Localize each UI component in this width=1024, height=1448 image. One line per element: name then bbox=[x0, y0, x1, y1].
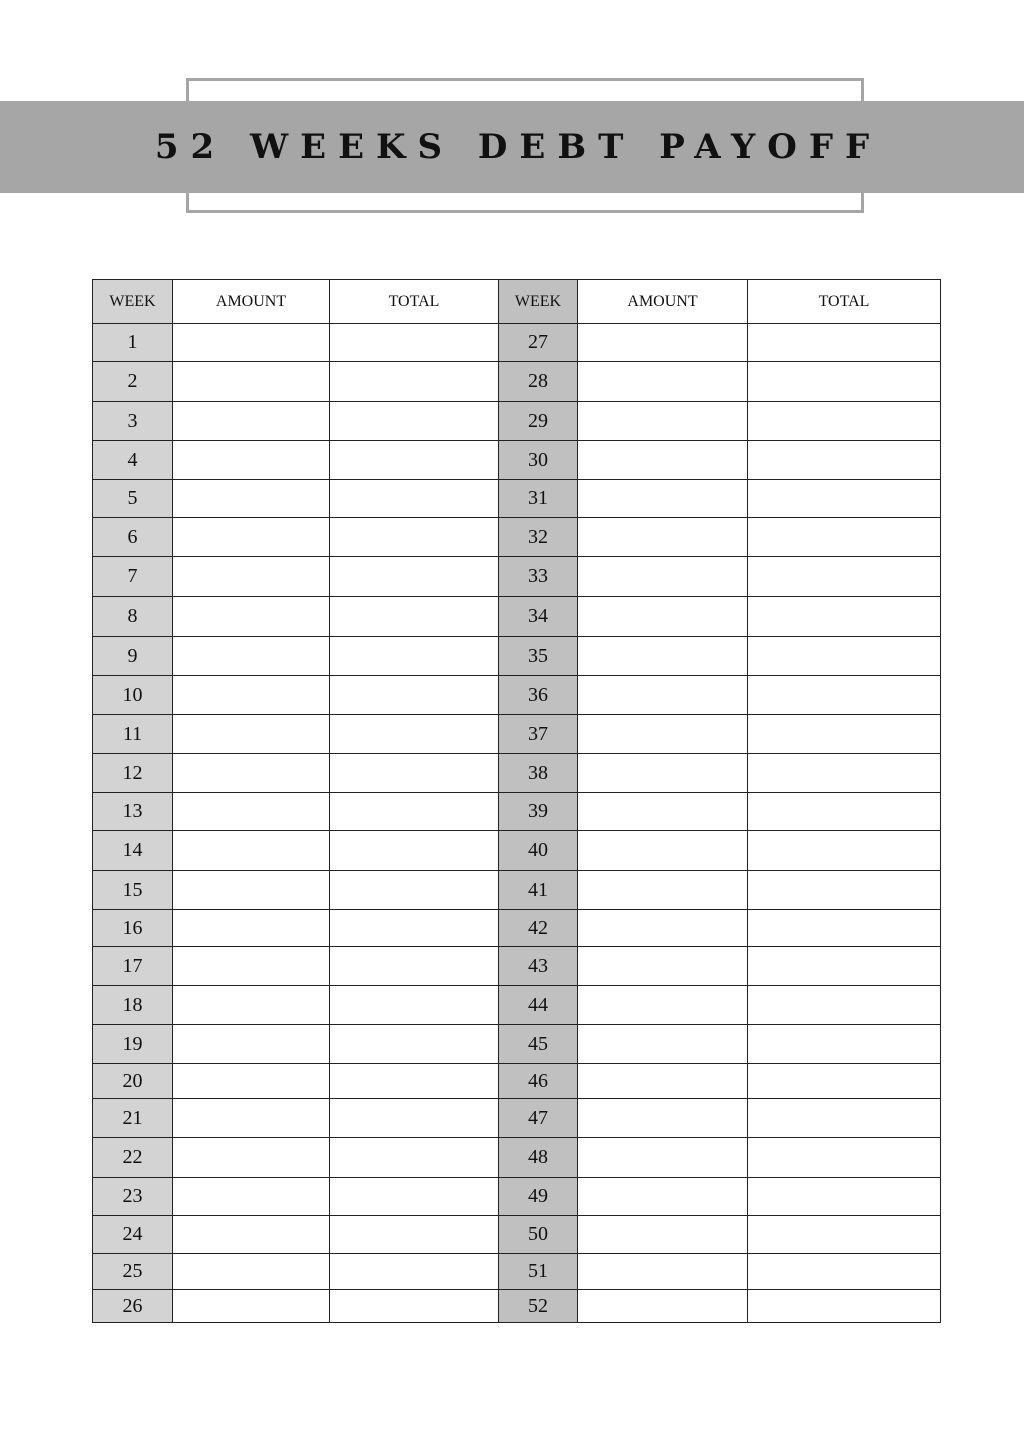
total-cell[interactable] bbox=[329, 361, 499, 402]
amount-input[interactable] bbox=[173, 1215, 329, 1254]
total-input[interactable] bbox=[748, 946, 940, 986]
week-number: 49 bbox=[498, 1177, 578, 1216]
amount-cell[interactable] bbox=[577, 753, 748, 793]
total-input[interactable] bbox=[748, 1024, 940, 1064]
total-input[interactable] bbox=[330, 440, 498, 480]
amount-input[interactable] bbox=[173, 1137, 329, 1178]
amount-cell[interactable] bbox=[172, 792, 330, 831]
total-cell[interactable] bbox=[747, 596, 941, 637]
amount-cell[interactable] bbox=[172, 596, 330, 637]
total-cell[interactable] bbox=[747, 517, 941, 557]
week-number: 13 bbox=[92, 792, 173, 831]
week-number: 42 bbox=[498, 909, 578, 947]
total-input[interactable] bbox=[748, 1215, 940, 1254]
amount-cell[interactable] bbox=[577, 1098, 748, 1138]
amount-input[interactable] bbox=[578, 1289, 747, 1323]
total-input[interactable] bbox=[748, 830, 940, 871]
amount-input[interactable] bbox=[173, 361, 329, 402]
header-total-right: TOTAL bbox=[747, 279, 941, 324]
total-cell[interactable] bbox=[329, 985, 499, 1025]
week-number: 3 bbox=[92, 401, 173, 441]
total-cell[interactable] bbox=[747, 1177, 941, 1216]
amount-input[interactable] bbox=[578, 401, 747, 441]
week-number: 51 bbox=[498, 1253, 578, 1290]
week-number: 34 bbox=[498, 596, 578, 637]
amount-cell[interactable] bbox=[577, 401, 748, 441]
amount-input[interactable] bbox=[578, 909, 747, 947]
amount-cell[interactable] bbox=[577, 946, 748, 986]
amount-input[interactable] bbox=[578, 636, 747, 676]
total-cell[interactable] bbox=[329, 440, 499, 480]
total-input[interactable] bbox=[748, 517, 940, 557]
week-number: 32 bbox=[498, 517, 578, 557]
total-cell[interactable] bbox=[329, 675, 499, 715]
amount-input[interactable] bbox=[578, 361, 747, 402]
total-input[interactable] bbox=[330, 479, 498, 518]
amount-cell[interactable] bbox=[172, 556, 330, 597]
amount-cell[interactable] bbox=[577, 1215, 748, 1254]
amount-input[interactable] bbox=[173, 870, 329, 910]
amount-cell[interactable] bbox=[172, 1215, 330, 1254]
amount-input[interactable] bbox=[173, 675, 329, 715]
amount-input[interactable] bbox=[578, 596, 747, 637]
total-cell[interactable] bbox=[329, 1215, 499, 1254]
total-cell[interactable] bbox=[329, 556, 499, 597]
week-number: 46 bbox=[498, 1063, 578, 1099]
total-cell[interactable] bbox=[747, 1289, 941, 1323]
total-cell[interactable] bbox=[747, 985, 941, 1025]
week-number: 12 bbox=[92, 753, 173, 793]
total-input[interactable] bbox=[748, 714, 940, 754]
amount-input[interactable] bbox=[578, 1024, 747, 1064]
total-cell[interactable] bbox=[747, 675, 941, 715]
total-input[interactable] bbox=[330, 361, 498, 402]
amount-cell[interactable] bbox=[172, 830, 330, 871]
amount-input[interactable] bbox=[578, 1177, 747, 1216]
week-number: 50 bbox=[498, 1215, 578, 1254]
header-week-left: WEEK bbox=[92, 279, 173, 324]
amount-input[interactable] bbox=[173, 792, 329, 831]
amount-input[interactable] bbox=[578, 517, 747, 557]
amount-cell[interactable] bbox=[577, 792, 748, 831]
amount-cell[interactable] bbox=[577, 636, 748, 676]
total-cell[interactable] bbox=[747, 909, 941, 947]
total-input[interactable] bbox=[330, 1063, 498, 1099]
week-number: 45 bbox=[498, 1024, 578, 1064]
week-number: 41 bbox=[498, 870, 578, 910]
week-number: 17 bbox=[92, 946, 173, 986]
total-input[interactable] bbox=[748, 1289, 940, 1323]
total-input[interactable] bbox=[330, 401, 498, 441]
amount-cell[interactable] bbox=[172, 323, 330, 362]
amount-input[interactable] bbox=[173, 440, 329, 480]
total-input[interactable] bbox=[748, 479, 940, 518]
total-cell[interactable] bbox=[329, 517, 499, 557]
amount-input[interactable] bbox=[173, 1098, 329, 1138]
amount-cell[interactable] bbox=[172, 1177, 330, 1216]
amount-input[interactable] bbox=[578, 1253, 747, 1290]
week-number: 23 bbox=[92, 1177, 173, 1216]
week-number: 2 bbox=[92, 361, 173, 402]
total-cell[interactable] bbox=[747, 714, 941, 754]
amount-cell[interactable] bbox=[172, 1289, 330, 1323]
week-number: 8 bbox=[92, 596, 173, 637]
amount-input[interactable] bbox=[173, 556, 329, 597]
total-cell[interactable] bbox=[747, 753, 941, 793]
amount-cell[interactable] bbox=[577, 714, 748, 754]
amount-cell[interactable] bbox=[172, 1024, 330, 1064]
total-input[interactable] bbox=[748, 596, 940, 637]
total-input[interactable] bbox=[748, 675, 940, 715]
total-input[interactable] bbox=[748, 1098, 940, 1138]
total-cell[interactable] bbox=[329, 1063, 499, 1099]
total-input[interactable] bbox=[748, 753, 940, 793]
amount-input[interactable] bbox=[578, 830, 747, 871]
total-cell[interactable] bbox=[747, 792, 941, 831]
week-number: 5 bbox=[92, 479, 173, 518]
total-cell[interactable] bbox=[747, 1098, 941, 1138]
week-number: 28 bbox=[498, 361, 578, 402]
amount-cell[interactable] bbox=[172, 870, 330, 910]
total-input[interactable] bbox=[748, 1063, 940, 1099]
total-cell[interactable] bbox=[329, 753, 499, 793]
total-cell[interactable] bbox=[747, 830, 941, 871]
amount-cell[interactable] bbox=[172, 985, 330, 1025]
total-input[interactable] bbox=[330, 636, 498, 676]
amount-input[interactable] bbox=[173, 1063, 329, 1099]
total-cell[interactable] bbox=[747, 361, 941, 402]
amount-cell[interactable] bbox=[172, 440, 330, 480]
total-cell[interactable] bbox=[747, 323, 941, 362]
amount-cell[interactable] bbox=[172, 675, 330, 715]
total-input[interactable] bbox=[748, 870, 940, 910]
amount-cell[interactable] bbox=[172, 361, 330, 402]
amount-input[interactable] bbox=[578, 985, 747, 1025]
amount-input[interactable] bbox=[578, 870, 747, 910]
week-number: 19 bbox=[92, 1024, 173, 1064]
week-number: 36 bbox=[498, 675, 578, 715]
total-cell[interactable] bbox=[329, 1177, 499, 1216]
week-number: 21 bbox=[92, 1098, 173, 1138]
amount-cell[interactable] bbox=[577, 675, 748, 715]
amount-cell[interactable] bbox=[577, 1137, 748, 1178]
total-cell[interactable] bbox=[329, 714, 499, 754]
week-number: 16 bbox=[92, 909, 173, 947]
amount-cell[interactable] bbox=[172, 1063, 330, 1099]
total-input[interactable] bbox=[748, 401, 940, 441]
amount-input[interactable] bbox=[173, 753, 329, 793]
week-number: 43 bbox=[498, 946, 578, 986]
total-input[interactable] bbox=[748, 1177, 940, 1216]
amount-cell[interactable] bbox=[577, 556, 748, 597]
amount-input[interactable] bbox=[173, 596, 329, 637]
amount-input[interactable] bbox=[578, 323, 747, 362]
amount-input[interactable] bbox=[173, 985, 329, 1025]
total-cell[interactable] bbox=[747, 636, 941, 676]
week-number: 20 bbox=[92, 1063, 173, 1099]
total-cell[interactable] bbox=[329, 870, 499, 910]
amount-cell[interactable] bbox=[577, 323, 748, 362]
week-number: 37 bbox=[498, 714, 578, 754]
total-cell[interactable] bbox=[747, 479, 941, 518]
week-number: 47 bbox=[498, 1098, 578, 1138]
week-number: 35 bbox=[498, 636, 578, 676]
total-cell[interactable] bbox=[329, 909, 499, 947]
week-number: 4 bbox=[92, 440, 173, 480]
total-input[interactable] bbox=[330, 517, 498, 557]
total-input[interactable] bbox=[330, 323, 498, 362]
total-input[interactable] bbox=[330, 946, 498, 986]
week-number: 10 bbox=[92, 675, 173, 715]
total-input[interactable] bbox=[330, 830, 498, 871]
amount-input[interactable] bbox=[173, 323, 329, 362]
total-input[interactable] bbox=[330, 1289, 498, 1323]
amount-cell[interactable] bbox=[577, 870, 748, 910]
total-cell[interactable] bbox=[329, 1024, 499, 1064]
total-cell[interactable] bbox=[747, 946, 941, 986]
header-amount-right: AMOUNT bbox=[577, 279, 748, 324]
total-cell[interactable] bbox=[747, 1024, 941, 1064]
week-number: 15 bbox=[92, 870, 173, 910]
total-input[interactable] bbox=[748, 1253, 940, 1290]
amount-cell[interactable] bbox=[172, 636, 330, 676]
total-cell[interactable] bbox=[747, 556, 941, 597]
total-input[interactable] bbox=[330, 596, 498, 637]
total-input[interactable] bbox=[330, 1024, 498, 1064]
total-cell[interactable] bbox=[329, 636, 499, 676]
amount-input[interactable] bbox=[578, 440, 747, 480]
amount-input[interactable] bbox=[173, 1177, 329, 1216]
week-number: 7 bbox=[92, 556, 173, 597]
total-cell[interactable] bbox=[329, 830, 499, 871]
amount-input[interactable] bbox=[173, 1253, 329, 1290]
total-cell[interactable] bbox=[747, 440, 941, 480]
amount-cell[interactable] bbox=[577, 1177, 748, 1216]
week-number: 18 bbox=[92, 985, 173, 1025]
total-cell[interactable] bbox=[329, 946, 499, 986]
amount-input[interactable] bbox=[173, 714, 329, 754]
total-cell[interactable] bbox=[329, 401, 499, 441]
total-cell[interactable] bbox=[329, 479, 499, 518]
total-input[interactable] bbox=[748, 556, 940, 597]
week-number: 48 bbox=[498, 1137, 578, 1178]
week-number: 31 bbox=[498, 479, 578, 518]
amount-input[interactable] bbox=[578, 1215, 747, 1254]
week-number: 39 bbox=[498, 792, 578, 831]
total-input[interactable] bbox=[330, 1177, 498, 1216]
amount-input[interactable] bbox=[578, 1063, 747, 1099]
week-number: 22 bbox=[92, 1137, 173, 1178]
total-input[interactable] bbox=[748, 440, 940, 480]
amount-input[interactable] bbox=[578, 1098, 747, 1138]
total-input[interactable] bbox=[330, 792, 498, 831]
amount-cell[interactable] bbox=[577, 440, 748, 480]
total-input[interactable] bbox=[748, 985, 940, 1025]
amount-cell[interactable] bbox=[172, 909, 330, 947]
amount-cell[interactable] bbox=[172, 1098, 330, 1138]
header-amount-left: AMOUNT bbox=[172, 279, 330, 324]
week-number: 52 bbox=[498, 1289, 578, 1323]
amount-input[interactable] bbox=[173, 517, 329, 557]
total-cell[interactable] bbox=[329, 323, 499, 362]
amount-input[interactable] bbox=[173, 401, 329, 441]
amount-cell[interactable] bbox=[577, 985, 748, 1025]
total-input[interactable] bbox=[330, 909, 498, 947]
amount-cell[interactable] bbox=[577, 361, 748, 402]
amount-input[interactable] bbox=[578, 714, 747, 754]
amount-input[interactable] bbox=[578, 946, 747, 986]
week-number: 29 bbox=[498, 401, 578, 441]
total-input[interactable] bbox=[330, 1253, 498, 1290]
amount-cell[interactable] bbox=[577, 479, 748, 518]
total-cell[interactable] bbox=[329, 1137, 499, 1178]
total-input[interactable] bbox=[748, 909, 940, 947]
amount-cell[interactable] bbox=[577, 1063, 748, 1099]
week-number: 6 bbox=[92, 517, 173, 557]
week-number: 26 bbox=[92, 1289, 173, 1323]
amount-cell[interactable] bbox=[577, 909, 748, 947]
amount-cell[interactable] bbox=[172, 517, 330, 557]
header-total-left: TOTAL bbox=[329, 279, 499, 324]
week-number: 30 bbox=[498, 440, 578, 480]
total-input[interactable] bbox=[330, 556, 498, 597]
total-cell[interactable] bbox=[747, 401, 941, 441]
total-input[interactable] bbox=[330, 1137, 498, 1178]
amount-input[interactable] bbox=[173, 1289, 329, 1323]
amount-cell[interactable] bbox=[577, 517, 748, 557]
total-cell[interactable] bbox=[747, 1063, 941, 1099]
total-cell[interactable] bbox=[747, 1253, 941, 1290]
amount-input[interactable] bbox=[578, 1137, 747, 1178]
total-cell[interactable] bbox=[329, 792, 499, 831]
total-input[interactable] bbox=[748, 792, 940, 831]
total-input[interactable] bbox=[748, 323, 940, 362]
total-input[interactable] bbox=[330, 1215, 498, 1254]
amount-input[interactable] bbox=[173, 946, 329, 986]
total-input[interactable] bbox=[330, 714, 498, 754]
amount-input[interactable] bbox=[173, 1024, 329, 1064]
total-input[interactable] bbox=[330, 675, 498, 715]
amount-input[interactable] bbox=[173, 909, 329, 947]
week-number: 11 bbox=[92, 714, 173, 754]
title-band bbox=[0, 101, 1024, 193]
total-cell[interactable] bbox=[329, 596, 499, 637]
week-number: 38 bbox=[498, 753, 578, 793]
total-cell[interactable] bbox=[747, 1137, 941, 1178]
total-cell[interactable] bbox=[747, 870, 941, 910]
week-number: 24 bbox=[92, 1215, 173, 1254]
total-input[interactable] bbox=[330, 985, 498, 1025]
amount-cell[interactable] bbox=[172, 753, 330, 793]
total-input[interactable] bbox=[748, 1137, 940, 1178]
header-week-right: WEEK bbox=[498, 279, 578, 324]
total-input[interactable] bbox=[330, 753, 498, 793]
amount-input[interactable] bbox=[173, 636, 329, 676]
total-input[interactable] bbox=[330, 1098, 498, 1138]
amount-cell[interactable] bbox=[172, 946, 330, 986]
amount-input[interactable] bbox=[173, 479, 329, 518]
amount-input[interactable] bbox=[173, 830, 329, 871]
amount-input[interactable] bbox=[578, 479, 747, 518]
total-input[interactable] bbox=[330, 870, 498, 910]
week-number: 25 bbox=[92, 1253, 173, 1290]
amount-cell[interactable] bbox=[577, 596, 748, 637]
week-number: 40 bbox=[498, 830, 578, 871]
total-input[interactable] bbox=[748, 636, 940, 676]
amount-input[interactable] bbox=[578, 675, 747, 715]
amount-cell[interactable] bbox=[172, 1253, 330, 1290]
week-number: 33 bbox=[498, 556, 578, 597]
amount-input[interactable] bbox=[578, 753, 747, 793]
total-input[interactable] bbox=[748, 361, 940, 402]
week-number: 14 bbox=[92, 830, 173, 871]
amount-cell[interactable] bbox=[577, 1024, 748, 1064]
amount-input[interactable] bbox=[578, 556, 747, 597]
week-number: 27 bbox=[498, 323, 578, 362]
total-cell[interactable] bbox=[747, 1215, 941, 1254]
week-number: 44 bbox=[498, 985, 578, 1025]
week-number: 1 bbox=[92, 323, 173, 362]
page-title: 52 WEEKS DEBT PAYOFF bbox=[154, 127, 882, 167]
amount-cell[interactable] bbox=[172, 714, 330, 754]
amount-cell[interactable] bbox=[172, 479, 330, 518]
amount-cell[interactable] bbox=[577, 1253, 748, 1290]
total-cell[interactable] bbox=[329, 1098, 499, 1138]
total-cell[interactable] bbox=[329, 1253, 499, 1290]
total-cell[interactable] bbox=[329, 1289, 499, 1323]
amount-input[interactable] bbox=[578, 792, 747, 831]
amount-cell[interactable] bbox=[172, 401, 330, 441]
amount-cell[interactable] bbox=[577, 830, 748, 871]
amount-cell[interactable] bbox=[172, 1137, 330, 1178]
week-number: 9 bbox=[92, 636, 173, 676]
amount-cell[interactable] bbox=[577, 1289, 748, 1323]
